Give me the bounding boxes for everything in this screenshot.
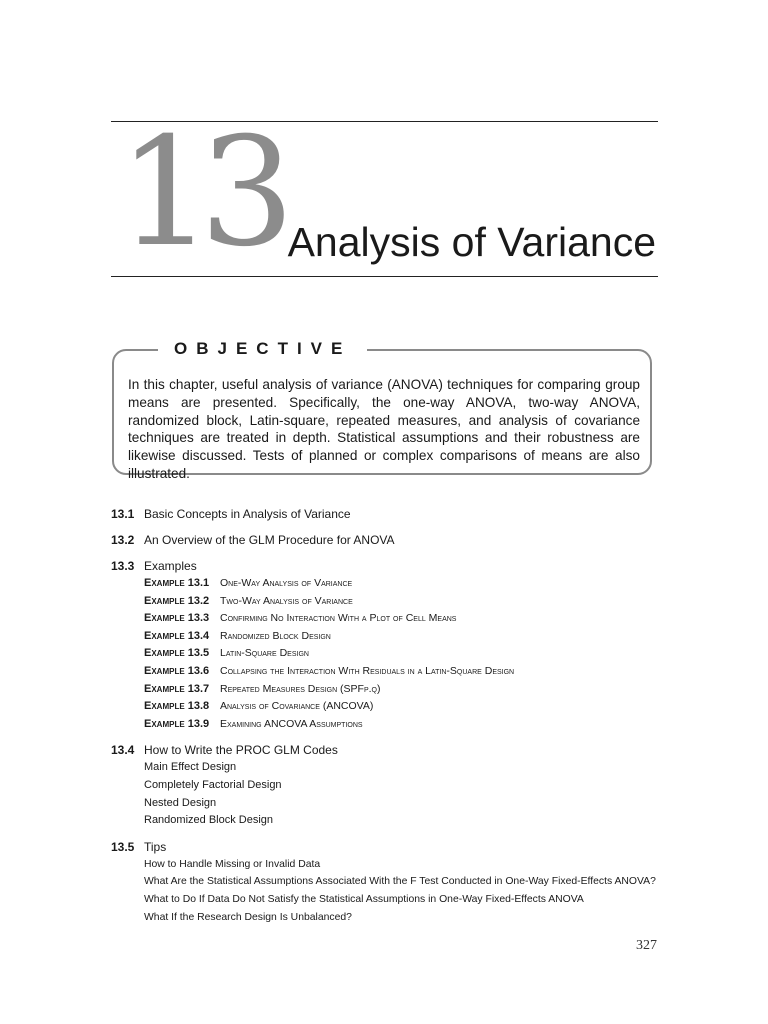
list-item[interactable]: Main Effect Design (144, 761, 237, 774)
example-label: Example 13.7 (144, 682, 210, 695)
list-item[interactable]: Completely Factorial Design (144, 778, 282, 791)
section-number: 13.2 (111, 533, 135, 547)
example-title: Examining ANCOVA Assumptions (220, 717, 363, 730)
list-item[interactable]: Randomized Block Design (144, 814, 274, 827)
example-label: Example 13.9 (144, 717, 210, 730)
section-title: An Overview of the GLM Procedure for ANOVA (144, 533, 395, 547)
list-item[interactable]: What Are the Statistical Assumptions Associated With the F Test Conducted in One-Way Fixed-Effects ANOVA? (144, 876, 656, 888)
examples-list (144, 575, 671, 733)
list-item[interactable]: How to Handle Missing or Invalid Data (144, 858, 321, 870)
table-of-contents (111, 505, 671, 926)
example-label: Example 13.5 (144, 647, 210, 660)
toc-section[interactable] (111, 557, 671, 575)
example-entry[interactable] (144, 716, 671, 734)
bottom-rule (111, 276, 658, 277)
chapter-title: Analysis of Variance (287, 219, 656, 265)
page-number: 327 (636, 938, 657, 953)
example-title: Confirming No Interaction With a Plot of Cell Means (220, 612, 457, 625)
example-label: Example 13.4 (144, 629, 210, 642)
toc-section[interactable] (111, 505, 671, 523)
section-title: Examples (144, 559, 197, 573)
example-entry[interactable] (144, 698, 671, 716)
toc-section[interactable] (111, 531, 671, 549)
example-label: Example 13.3 (144, 612, 210, 625)
example-title: Two-Way Analysis of Variance (220, 594, 353, 607)
list-item[interactable]: What If the Research Design Is Unbalanced? (144, 911, 352, 923)
toc-section[interactable] (111, 741, 671, 759)
example-label: Example 13.8 (144, 700, 210, 713)
section-number: 13.4 (111, 743, 135, 758)
example-entry[interactable] (144, 593, 671, 611)
example-entry[interactable] (144, 575, 671, 593)
example-entry[interactable] (144, 628, 671, 646)
example-title: Repeated Measures Design (SPFp.q) (220, 682, 381, 695)
example-label: Example 13.1 (144, 577, 210, 589)
toc-section[interactable] (111, 838, 671, 856)
example-title: Randomized Block Design (220, 629, 331, 642)
example-title: Analysis of Covariance (ANCOVA) (220, 700, 374, 713)
example-entry[interactable] (144, 681, 671, 699)
example-entry[interactable] (144, 645, 671, 663)
section-title: Tips (144, 839, 167, 854)
section-title: How to Write the PROC GLM Codes (144, 743, 338, 758)
example-title: Latin-Square Design (220, 647, 309, 660)
list-item[interactable]: What to Do If Data Do Not Satisfy the Statistical Assumptions in One-Way Fixed-Effects ANOVA (144, 893, 584, 905)
chapter-number: 13 (118, 106, 281, 280)
example-title: Collapsing the Interaction With Residuals in a Latin-Square Design (220, 664, 515, 677)
objective-label: OBJECTIVE (158, 337, 367, 361)
example-label: Example 13.2 (144, 594, 210, 607)
list-item[interactable]: Nested Design (144, 796, 217, 809)
section-title: Basic Concepts in Analysis of Variance (144, 507, 351, 521)
example-entry[interactable] (144, 610, 671, 628)
glm-codes-list (144, 759, 671, 829)
section-number: 13.3 (111, 559, 135, 573)
section-number: 13.1 (111, 507, 135, 521)
tips-list (144, 856, 671, 926)
example-label: Example 13.6 (144, 664, 210, 677)
section-number: 13.5 (111, 839, 135, 854)
objective-text: In this chapter, useful analysis of variance (ANOVA) techniques for comparing group means are presented. Specifically, the one-way ANOVA, two-way ANOVA, randomized block, Latin-square, repeated measures, and analysis of covariance techniques are treated in depth. Statistical assumptions and their robustness are likewise discussed. Tests of planned or complex comparisons of means are also illustrated. (128, 377, 640, 481)
example-title: One-Way Analysis of Variance (220, 577, 353, 589)
example-entry[interactable] (144, 663, 671, 681)
